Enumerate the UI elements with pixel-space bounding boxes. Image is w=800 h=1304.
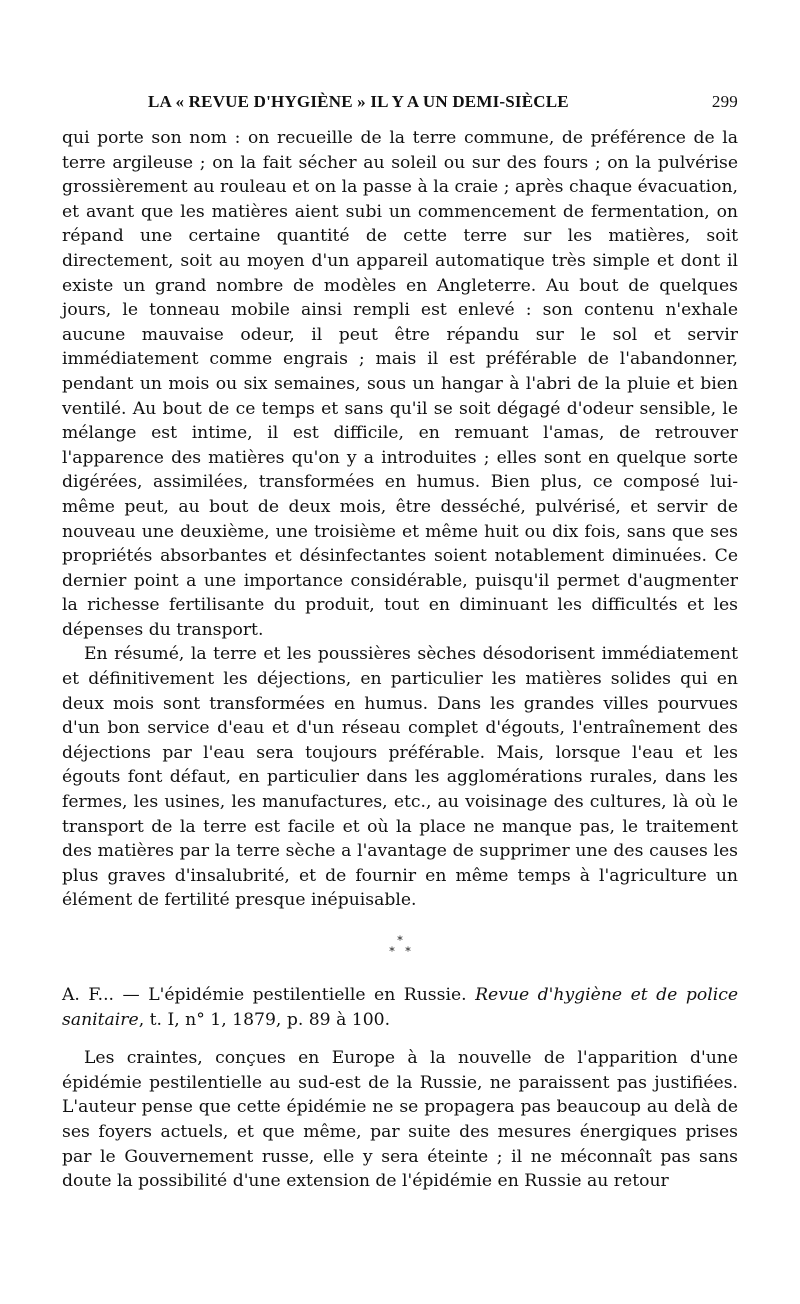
page: [62, 92, 738, 1194]
running-title: LA « REVUE D'HYGIÈNE » IL Y A UN DEMI-SIÈCLE: [148, 92, 569, 111]
asterism-star-right: *: [405, 945, 411, 958]
citation: [62, 983, 738, 1032]
asterism-stars-bottom: [62, 946, 738, 957]
body-paragraph-2: En résumé, la terre et les poussières sèches désodorisent immédiatement et définitivement les déjections, en particulier les matières solides qui en deux mois sont transformées en humus. Dans les grandes villes pourvues d'un bon service d'eau et d'un réseau complet d'égouts, l'entraînement des déjections par l'eau sera toujours préférable. Mais, lorsque l'eau et les égouts font défaut, en particulier dans les agglomérations rurales, dans les fermes, les usines, les manufactures, etc., au voisinage des cultures, là où le transport de la terre est facile et où la place ne manque pas, le traitement des matières par la terre sèche a l'avantage de supprimer une des causes les plus graves d'insalubrité, et de fournir en même temps à l'agriculture un élément de fertilité presque inépuisable.: [62, 644, 738, 911]
asterism-star-left: *: [389, 945, 395, 958]
asterism-star-top: *: [397, 934, 403, 947]
body-paragraph-1: qui porte son nom : on recueille de la terre commune, de préférence de la terre argileuse ; on la fait sécher au soleil ou sur des fours ; on la pulvérise grossièrement au rouleau et on la passe à la craie ; après chaque évacuation, et avant que les matières aient subi un commencement de fermentation, on répand une certaine quantité de cette terre sur les matières, soit directement, soit au moyen d'un appareil automatique très simple et dont il existe un grand nombre de modèles en Angleterre. Au bout de quelques jours, le tonneau mobile ainsi rempli est enlevé : son contenu n'exhale aucune mauvaise odeur, il peut être répandu sur le sol et servir immédiatement comme engrais ; mais il est préférable de l'abandonner, pendant un mois ou six semaines, sous un hangar à l'abri de la pluie et bien ventilé. Au bout de ce temps et sans qu'il se soit dégagé d'odeur sensible, le mélange est intime, il est difficile, en remuant l'amas, de retrouver l'apparence des matières qu'on y a introduites ; elles sont en quelque sorte digérées, assimilées, transformées en humus. Bien plus, ce composé lui-même peut, au bout de deux mois, être desséché, pulvérisé, et servir de nouveau une deuxième, une troisième et même huit ou dix fois, sans que ses propriétés absorbantes et désinfectantes soient notablement diminuées. Ce dernier point a une importance considérable, puisqu'il permet d'augmenter la richesse fertilisante du produit, tout en diminuant les difficultés et les dépenses du transport.: [62, 128, 738, 640]
asterism-separator: [62, 935, 738, 957]
citation-details: , t. I, n° 1, 1879, p. 89 à 100.: [138, 1009, 391, 1030]
running-head: [148, 92, 738, 126]
citation-author-title: A. F... — L'épidémie pestilentielle en Russie.: [62, 985, 467, 1005]
body-paragraph-3: Les craintes, conçues en Europe à la nouvelle de l'apparition d'une épidémie pestilentielle au sud-est de la Russie, ne paraissent pas justifiées. L'auteur pense que cette épidémie ne se propagera pas beaucoup au delà de ses foyers actuels, et que même, par suite des mesures énergiques prises par le Gouvernement russe, elle y sera éteinte ; il ne méconnaît pas sans doute la possibilité d'une extension de l'épidémie en Russie au retour: [62, 1048, 738, 1192]
citation-journal: Revue d'hygiène et de police sanitaire: [62, 985, 738, 1030]
page-number: 299: [711, 92, 738, 111]
